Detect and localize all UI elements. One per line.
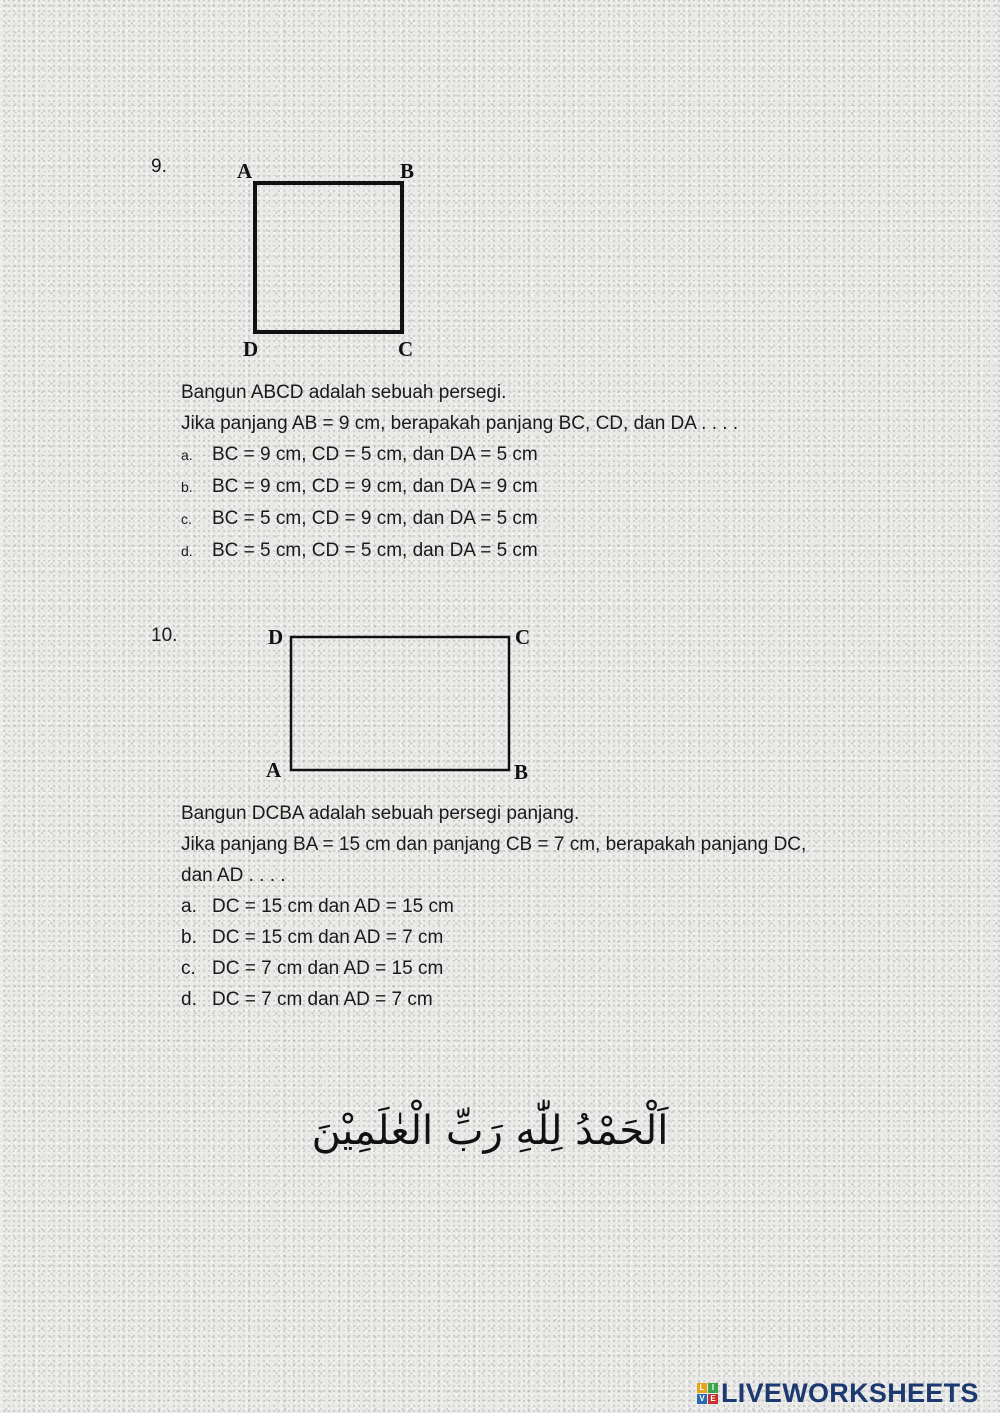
vertex-c-label: C (515, 625, 531, 649)
option-text: BC = 5 cm, CD = 5 cm, dan DA = 5 cm (212, 540, 538, 561)
vertex-c-label: C (398, 337, 414, 361)
option-label: a. (181, 896, 197, 917)
option-label: d. (181, 543, 193, 559)
vertex-d-label: D (243, 337, 259, 361)
logo-cell: E (708, 1394, 718, 1404)
option-label: c. (181, 511, 192, 527)
brand-name: LIVEWORKSHEETS (721, 1377, 979, 1408)
option-label: d. (181, 989, 197, 1010)
question-10-number: 10. (151, 625, 178, 646)
option-c[interactable] (181, 953, 806, 984)
option-label: c. (181, 958, 196, 979)
question-9-number: 9. (151, 156, 167, 177)
logo-cell: L (697, 1383, 707, 1393)
question-9-statement: Bangun ABCD adalah sebuah persegi. (181, 382, 507, 403)
option-d[interactable] (181, 984, 806, 1015)
option-b[interactable] (181, 922, 806, 953)
option-a[interactable] (181, 891, 806, 922)
square-abcd-figure (228, 155, 428, 365)
option-text: BC = 9 cm, CD = 5 cm, dan DA = 5 cm (212, 444, 538, 465)
option-text: DC = 15 cm dan AD = 15 cm (212, 896, 454, 917)
option-a[interactable] (181, 439, 738, 471)
option-label: b. (181, 479, 193, 495)
square-abcd (255, 183, 402, 332)
rectangle-dcba (291, 637, 509, 770)
vertex-d-label: D (268, 625, 284, 649)
logo-cell: I (708, 1383, 718, 1393)
option-c[interactable] (181, 503, 738, 535)
question-10-prompt-cont: dan AD . . . . (181, 865, 286, 886)
option-text: DC = 15 cm dan AD = 7 cm (212, 927, 444, 948)
option-d[interactable] (181, 535, 738, 567)
option-text: DC = 7 cm dan AD = 15 cm (212, 958, 444, 979)
closing-arabic-text: اَلْحَمْدُ لِلّٰهِ رَبِّ الْعٰلَمِيْنَ (311, 1108, 669, 1154)
question-10-prompt: Jika panjang BA = 15 cm dan panjang CB = 7 cm, berapakah panjang DC, (181, 834, 807, 855)
vertex-b-label: B (400, 159, 415, 183)
option-label: a. (181, 447, 193, 463)
question-10-statement: Bangun DCBA adalah sebuah persegi panjang. (181, 803, 580, 824)
option-b[interactable] (181, 471, 738, 503)
question-10-body (181, 798, 806, 1015)
option-label: b. (181, 927, 197, 948)
option-text: BC = 9 cm, CD = 9 cm, dan DA = 9 cm (212, 476, 538, 497)
vertex-a-label: A (237, 159, 253, 183)
logo-cell: V (697, 1394, 707, 1404)
liveworksheets-logo-icon (697, 1383, 718, 1404)
option-text: DC = 7 cm dan AD = 7 cm (212, 989, 433, 1010)
liveworksheets-brand[interactable] (697, 1376, 979, 1410)
vertex-a-label: A (266, 758, 282, 782)
rectangle-dcba-figure (260, 620, 550, 790)
vertex-b-label: B (514, 760, 529, 784)
question-9-body (181, 377, 738, 567)
question-9-prompt: Jika panjang AB = 9 cm, berapakah panjang BC, CD, dan DA . . . . (181, 413, 739, 434)
option-text: BC = 5 cm, CD = 9 cm, dan DA = 5 cm (212, 508, 538, 529)
